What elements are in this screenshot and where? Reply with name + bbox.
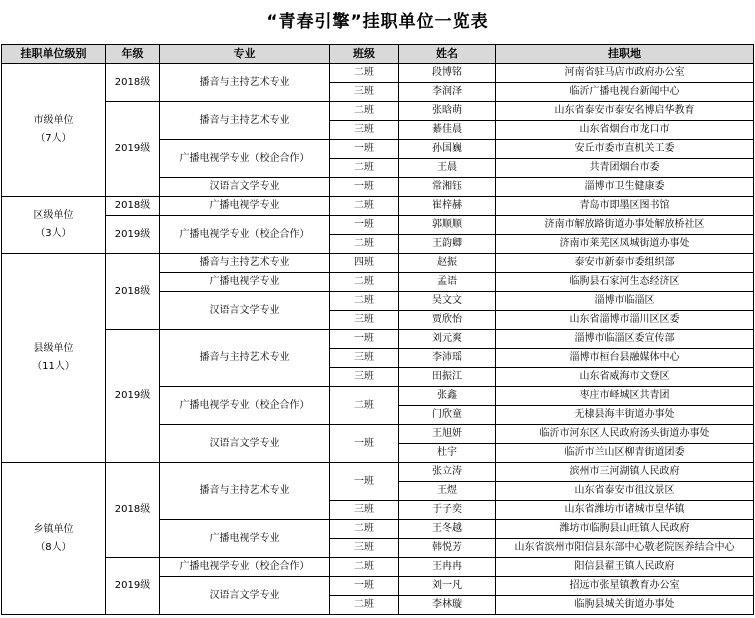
class-cell: 二班	[330, 197, 399, 216]
name-cell: 张鑫	[399, 387, 496, 406]
name-cell: 郭顺顺	[399, 216, 496, 235]
name-cell: 吴文文	[399, 292, 496, 311]
grade-cell: 2019级	[106, 216, 160, 254]
major-cell: 汉语言文学专业	[160, 178, 330, 197]
class-cell: 三班	[330, 368, 399, 387]
level-count: （11人）	[32, 361, 75, 372]
name-cell: 崔梓赫	[399, 197, 496, 216]
class-cell: 二班	[330, 64, 399, 83]
place-cell: 山东省泰安市徂汶景区	[496, 482, 754, 501]
class-cell: 二班	[330, 558, 399, 577]
header-class: 班级	[330, 45, 399, 64]
name-cell: 李林璇	[399, 596, 496, 615]
place-cell: 山东省威海市文登区	[496, 368, 754, 387]
level-name: 市级单位	[33, 115, 74, 126]
major-cell: 汉语言文学专业	[160, 425, 330, 463]
header-name: 姓名	[399, 45, 496, 64]
major-cell: 广播电视学专业	[160, 197, 330, 216]
major-cell: 广播电视学专业（校企合作）	[160, 140, 330, 178]
class-cell: 四班	[330, 254, 399, 273]
major-cell: 播音与主持艺术专业	[160, 254, 330, 273]
class-cell: 三班	[330, 121, 399, 140]
class-cell: 二班	[330, 387, 399, 425]
name-cell: 王冉冉	[399, 558, 496, 577]
class-cell: 一班	[330, 463, 399, 501]
place-cell: 河南省驻马店市政府办公室	[496, 64, 754, 83]
class-cell: 二班	[330, 273, 399, 292]
name-cell: 赵振	[399, 254, 496, 273]
level-cell	[2, 463, 106, 615]
class-cell: 三班	[330, 349, 399, 368]
table-row	[2, 463, 754, 482]
table-row	[2, 102, 754, 121]
assignment-table	[1, 44, 754, 615]
level-name: 县级单位	[33, 343, 74, 354]
place-cell: 潍坊市临朐县山旺镇人民政府	[496, 520, 754, 539]
grade-cell: 2018级	[106, 254, 160, 330]
grade-cell: 2019级	[106, 102, 160, 197]
place-cell: 淄博市临淄区	[496, 292, 754, 311]
name-cell: 王韵卿	[399, 235, 496, 254]
place-cell: 济南市莱芜区凤城街道办事处	[496, 235, 754, 254]
table-row	[2, 197, 754, 216]
major-cell: 广播电视学专业（校企合作）	[160, 216, 330, 254]
major-cell: 播音与主持艺术专业	[160, 64, 330, 102]
level-cell	[2, 64, 106, 197]
grade-cell: 2018级	[106, 197, 160, 216]
major-cell: 广播电视学专业	[160, 273, 330, 292]
class-cell: 三班	[330, 501, 399, 520]
class-cell: 二班	[330, 292, 399, 311]
major-cell: 播音与主持艺术专业	[160, 463, 330, 520]
major-cell: 播音与主持艺术专业	[160, 330, 330, 387]
name-cell: 李润泽	[399, 83, 496, 102]
name-cell: 张立涛	[399, 463, 496, 482]
place-cell: 临朐县石家河生态经济区	[496, 273, 754, 292]
grade-cell: 2019级	[106, 330, 160, 463]
place-cell: 阳信县翟王镇人民政府	[496, 558, 754, 577]
place-cell: 滨州市三河湖镇人民政府	[496, 463, 754, 482]
major-cell: 广播电视学专业（校企合作）	[160, 387, 330, 425]
class-cell: 三班	[330, 311, 399, 330]
class-cell: 一班	[330, 216, 399, 235]
major-cell: 汉语言文学专业	[160, 292, 330, 330]
level-count: （8人）	[35, 541, 72, 553]
name-cell: 田振江	[399, 368, 496, 387]
place-cell: 青岛市即墨区图书馆	[496, 197, 754, 216]
grade-cell: 2018级	[106, 463, 160, 558]
place-cell: 山东省烟台市龙口市	[496, 121, 754, 140]
header-row	[2, 45, 754, 64]
grade-cell: 2018级	[106, 64, 160, 102]
place-cell: 安丘市委市直机关工委	[496, 140, 754, 159]
place-cell: 临沂广播电视台新闻中心	[496, 83, 754, 102]
major-cell: 广播电视学专业	[160, 520, 330, 558]
level-count: （3人）	[35, 228, 72, 239]
page-title: “青春引擎”挂职单位一览表	[266, 12, 489, 32]
header-major: 专业	[160, 45, 330, 64]
place-cell: 济南市解放路街道办事处解放桥社区	[496, 216, 754, 235]
header-level: 挂职单位级别	[2, 45, 106, 64]
class-cell: 二班	[330, 102, 399, 121]
class-cell: 一班	[330, 577, 399, 596]
name-cell: 贾欣怡	[399, 311, 496, 330]
name-cell: 张晗萌	[399, 102, 496, 121]
place-cell: 无棣县海丰街道办事处	[496, 406, 754, 425]
place-cell: 淄博市临淄区委宣传部	[496, 330, 754, 349]
place-cell: 临沂市河东区人民政府汤头街道办事处	[496, 425, 754, 444]
name-cell: 门欣童	[399, 406, 496, 425]
table-row	[2, 558, 754, 577]
header-place: 挂职地	[496, 45, 754, 64]
name-cell: 刘一凡	[399, 577, 496, 596]
place-cell: 山东省泰安市泰安名博启华教育	[496, 102, 754, 121]
name-cell: 王晨	[399, 159, 496, 178]
place-cell: 淄博市卫生健康委	[496, 178, 754, 197]
level-cell	[2, 197, 106, 254]
place-cell: 临沂市兰山区柳青街道团委	[496, 444, 754, 463]
name-cell: 于子奕	[399, 501, 496, 520]
major-cell: 汉语言文学专业	[160, 577, 330, 615]
place-cell: 山东省潍坊市诸城市皇华镇	[496, 501, 754, 520]
table-row	[2, 64, 754, 83]
major-cell: 广播电视学专业（校企合作）	[160, 558, 330, 577]
class-cell: 一班	[330, 425, 399, 463]
name-cell: 韩悦芳	[399, 539, 496, 558]
class-cell: 二班	[330, 159, 399, 178]
class-cell: 一班	[330, 178, 399, 197]
name-cell: 綦佳晨	[399, 121, 496, 140]
name-cell: 刘元爽	[399, 330, 496, 349]
place-cell: 山东省淄博市淄川区区委	[496, 311, 754, 330]
table-row	[2, 254, 754, 273]
class-cell: 三班	[330, 539, 399, 558]
name-cell: 杜宇	[399, 444, 496, 463]
header-grade: 年级	[106, 45, 160, 64]
name-cell: 王冬越	[399, 520, 496, 539]
name-cell: 王煜	[399, 482, 496, 501]
class-cell: 二班	[330, 235, 399, 254]
name-cell: 常湘钰	[399, 178, 496, 197]
class-cell: 二班	[330, 520, 399, 539]
class-cell: 三班	[330, 83, 399, 102]
place-cell: 山东省滨州市阳信县东部中心敬老院医养结合中心	[496, 539, 754, 558]
name-cell: 王旭妍	[399, 425, 496, 444]
table-row	[2, 216, 754, 235]
place-cell: 招远市张星镇教育办公室	[496, 577, 754, 596]
table-row	[2, 330, 754, 349]
name-cell: 孟语	[399, 273, 496, 292]
grade-cell: 2019级	[106, 558, 160, 615]
name-cell: 段博铭	[399, 64, 496, 83]
level-name: 乡镇单位	[33, 523, 74, 535]
name-cell: 孙国巍	[399, 140, 496, 159]
class-cell: 一班	[330, 140, 399, 159]
class-cell: 一班	[330, 330, 399, 349]
place-cell: 枣庄市峄城区共青团	[496, 387, 754, 406]
place-cell: 淄博市桓台县融媒体中心	[496, 349, 754, 368]
place-cell: 泰安市新泰市委组织部	[496, 254, 754, 273]
level-cell	[2, 254, 106, 463]
class-cell: 二班	[330, 596, 399, 615]
name-cell: 李沛瑶	[399, 349, 496, 368]
level-count: （7人）	[35, 133, 72, 144]
major-cell: 播音与主持艺术专业	[160, 102, 330, 140]
place-cell: 临朐县城关街道办事处	[496, 596, 754, 615]
level-name: 区级单位	[33, 210, 74, 221]
place-cell: 共青团烟台市委	[496, 159, 754, 178]
